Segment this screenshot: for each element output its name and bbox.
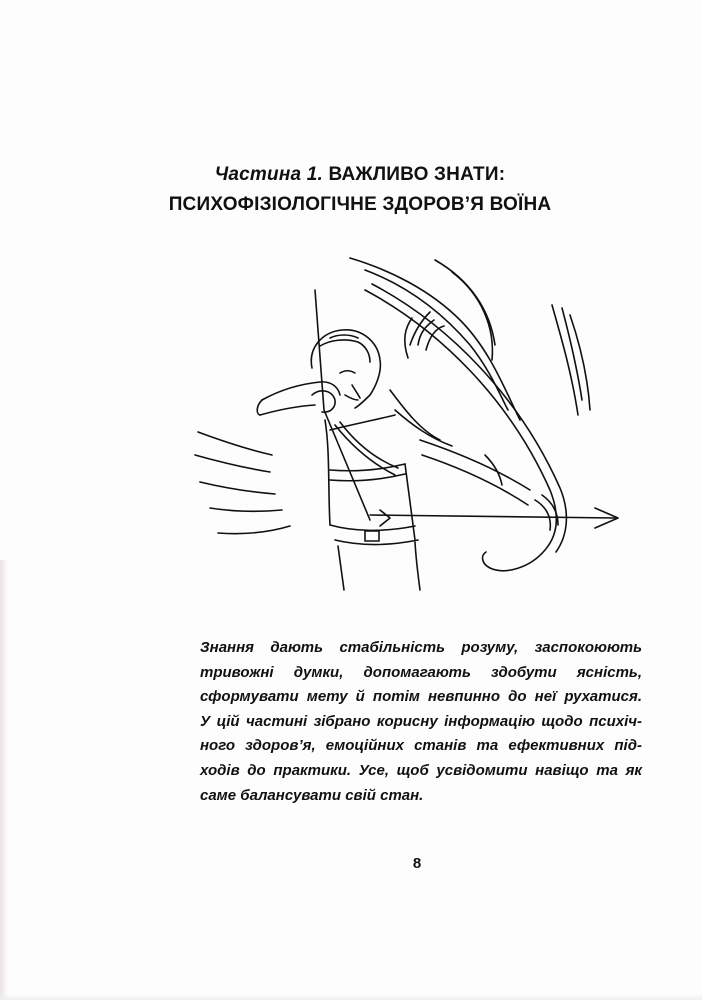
body-line: саме балансувати свій стан. — [200, 786, 424, 804]
body-line: ходів до практики. Усе, щоб усвідомити навіщо та як — [200, 761, 642, 779]
scan-bottom-shadow — [0, 994, 702, 1000]
archer-drawing-bow-illustration — [190, 250, 620, 600]
page-number: 8 — [412, 855, 422, 872]
body-line: У цій частині зібрано корисну інформацію щодо психіч- — [200, 712, 642, 730]
part-label: Частина 1. — [214, 164, 323, 185]
scan-edge-shadow — [0, 560, 8, 1000]
chapter-heading-line-1 — [100, 160, 620, 190]
part-title: ВАЖЛИВО ЗНАТИ: — [328, 164, 506, 185]
body-line: Знання дають стабільність розуму, заспокоюють — [200, 639, 642, 656]
body-paragraph — [200, 636, 642, 808]
chapter-heading-line-2: ПСИХОФІЗІОЛОГІЧНЕ ЗДОРОВ’Я ВОЇНА — [168, 194, 552, 215]
body-line: тривожні думки, допомагають здобути ясність, — [200, 663, 642, 681]
body-line: сформувати мету й потім невпинно до неї рухатися. — [200, 688, 642, 706]
chapter-heading — [100, 160, 620, 220]
body-line: ного здоров’я, емоційних станів та ефективних під- — [200, 737, 642, 755]
